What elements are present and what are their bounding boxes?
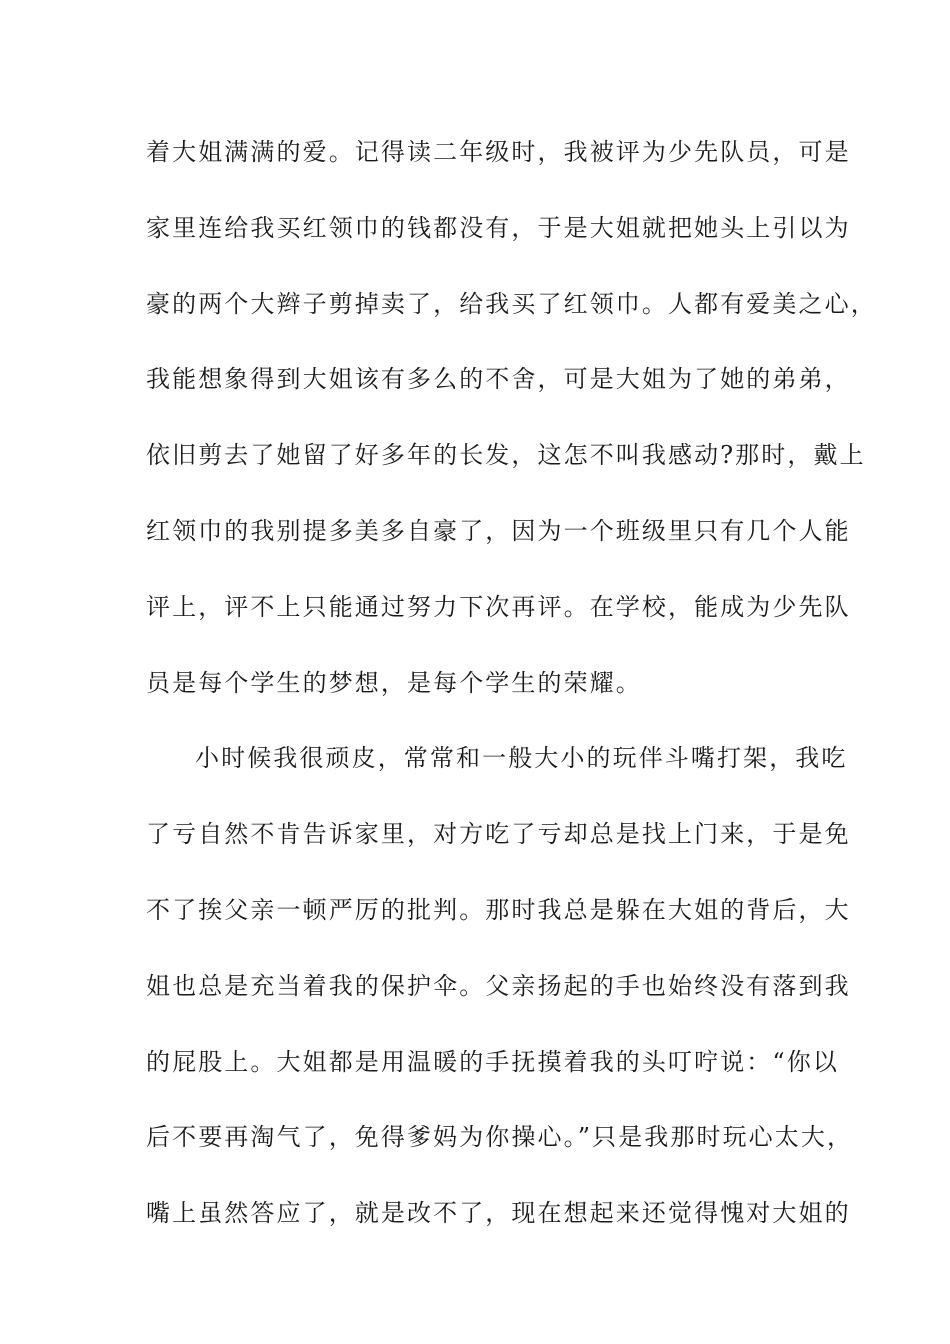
text-line: 的屁股上。大姐都是用温暖的手抚摸着我的头叮咛说：“你以 (146, 1047, 839, 1076)
text-line: 家里连给我买红领巾的钱都没有，于是大姐就把她头上引以为 (146, 213, 851, 242)
text-line: 了亏自然不肯告诉家里，对方吃了亏却总是找上门来，于是免 (146, 820, 851, 849)
text-line: 着大姐满满的爱。记得读二年级时，我被评为少先队员，可是 (146, 138, 851, 166)
text-line: 嘴上虽然答应了，就是改不了，现在想起来还觉得愧对大姐的 (146, 1199, 851, 1228)
body-text (146, 125, 877, 1262)
text-line: 红领巾的我别提多美多自豪了，因为一个班级里只有几个人能 (146, 516, 851, 545)
text-line: 我能想象得到大姐该有多么的不舍，可是大姐为了她的弟弟， (146, 365, 851, 394)
text-line: 豪的两个大辫子剪掉卖了，给我买了红领巾。人都有爱美之心， (146, 289, 877, 318)
text-line: 姐也总是充当着我的保护伞。父亲扬起的手也始终没有落到我 (146, 971, 851, 1000)
text-line: 依旧剪去了她留了好多年的长发，这怎不叫我感动?那时，戴上 (146, 441, 866, 470)
text-line: 评上，评不上只能通过努力下次再评。在学校，能成为少先队 (146, 592, 851, 621)
text-line: 后不要再淘气了，免得爹妈为你操心。”只是我那时玩心太大， (146, 1123, 854, 1152)
text-line: 员是每个学生的梦想，是每个学生的荣耀。 (146, 668, 642, 697)
text-line: 不了挨父亲一顿严厉的批判。那时我总是躲在大姐的背后，大 (146, 895, 851, 924)
paragraph-start-line: 小时候我很顽皮，常常和一般大小的玩伴斗嘴打架，我吃 (195, 744, 848, 773)
